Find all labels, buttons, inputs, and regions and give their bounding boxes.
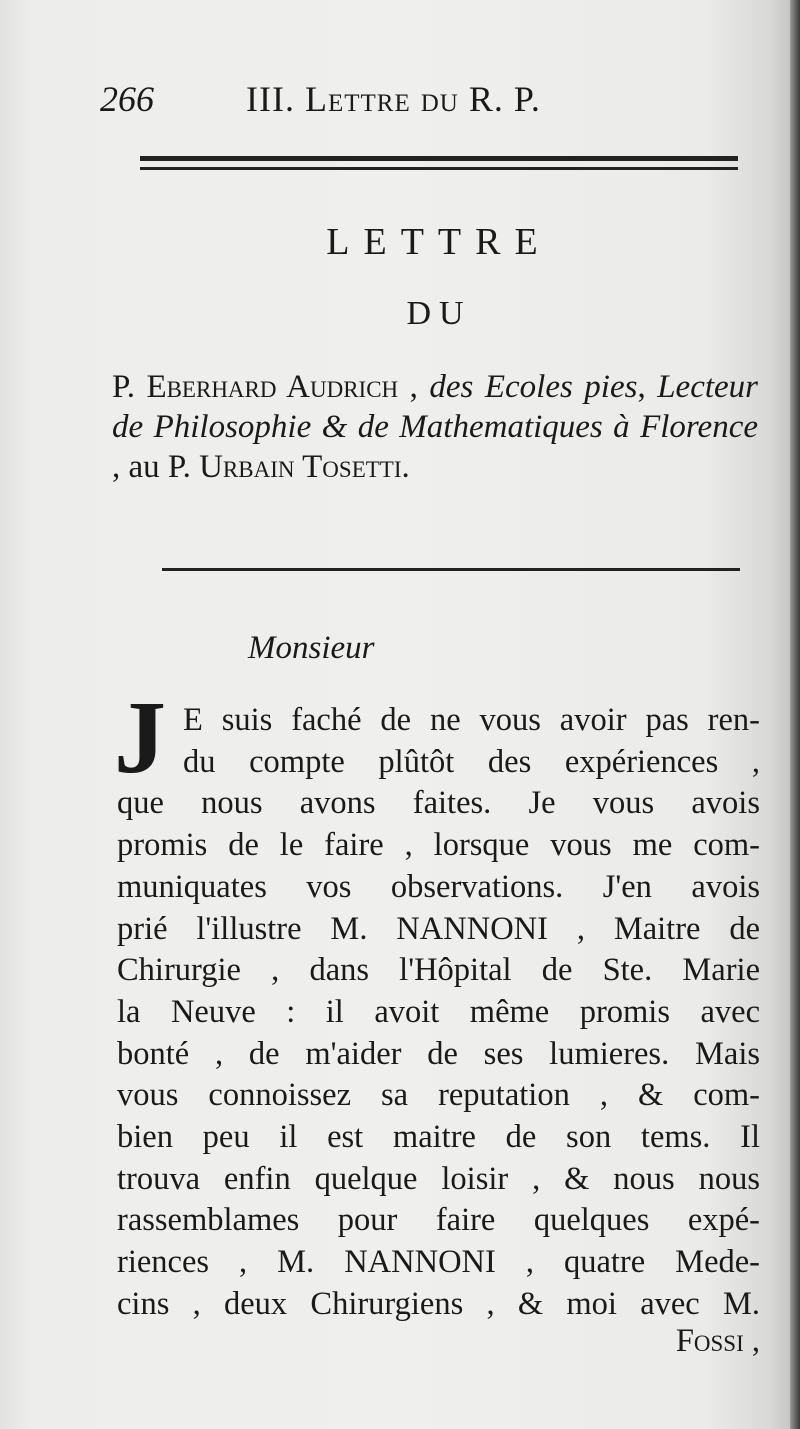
page-header [100, 78, 760, 128]
running-title: III. Lettre du R. P. [246, 79, 541, 119]
body-line: cins , deux Chirurgiens , & moi avec M. [117, 1285, 760, 1322]
author-name: Eberhard Audrich [146, 369, 399, 405]
drop-cap: J [114, 680, 166, 795]
letter-title: LETTRE [326, 221, 552, 263]
catchword: Fossi , [675, 1323, 760, 1359]
body-line: promis de le faire , lorsque vous me com- [117, 827, 760, 864]
body-text [117, 783, 760, 1325]
address-sep3: , au P. [112, 449, 200, 485]
address-sep1: , [398, 369, 430, 405]
body-line: trouva enfin quelque loisir , & nous nous [117, 1160, 760, 1197]
single-rule-divider [162, 568, 740, 571]
body-line: vous connoissez sa reputation , & com- [117, 1077, 760, 1114]
recipient-name: Urbain Tosetti [199, 449, 402, 485]
author-title: Lecteur de Philosophie & de Mathematiques à Florence [112, 369, 759, 445]
body-line: rassemblames pour faire quelques expé- [117, 1202, 760, 1239]
address-end: . [401, 449, 410, 485]
body-line: du compte plûtôt des expériences , [183, 743, 760, 780]
body-line: riences , M. NANNONI , quatre Mede- [117, 1244, 760, 1281]
body-line: bien peu il est maitre de son tems. Il [117, 1119, 760, 1156]
letter-title-du: DU [406, 295, 472, 332]
body-line: muniquates vos observations. J'en avois [117, 868, 760, 905]
salutation: Monsieur [248, 630, 375, 666]
book-spine-shadow [790, 0, 800, 1429]
body-line-2-wrap [183, 742, 760, 784]
address-p: P. [112, 369, 135, 405]
address-sep2: , [637, 369, 658, 405]
body-line: la Neuve : il avoit même promis avec [117, 993, 760, 1030]
body-line-1-wrap [183, 700, 760, 742]
page-number: 266 [100, 79, 154, 119]
author-order: des Ecoles pies [429, 369, 638, 405]
body-line: prié l'illustre M. NANNONI , Maitre de [117, 910, 760, 947]
body-line: Chirurgie , dans l'Hôpital de Ste. Marie [117, 952, 760, 989]
letter-address [112, 367, 758, 487]
body-line: E suis faché de ne vous avoir pas ren- [183, 702, 760, 738]
body-line: bonté , de m'aider de ses lumieres. Mais [117, 1035, 760, 1072]
double-rule-divider [140, 156, 738, 170]
body-line: que nous avons faites. Je vous avois [117, 785, 760, 822]
